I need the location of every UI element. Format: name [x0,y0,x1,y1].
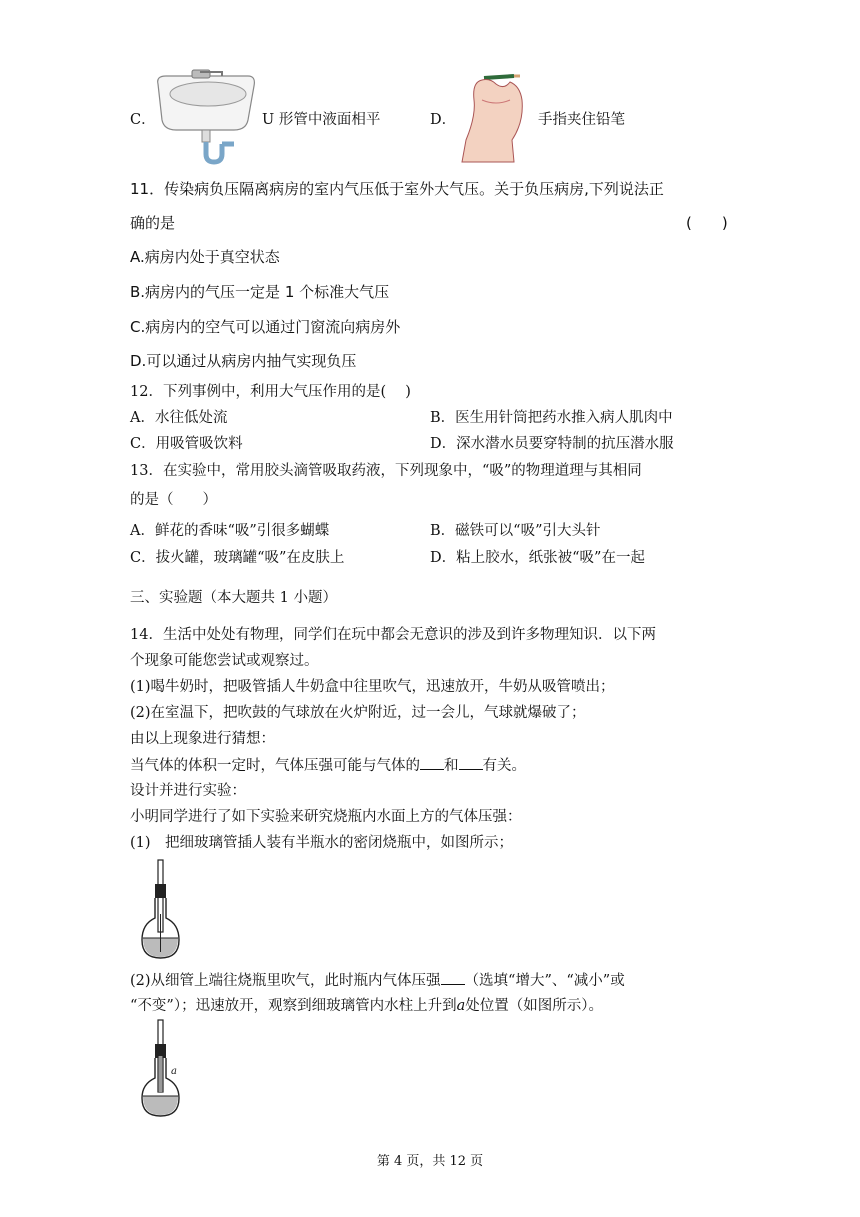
q14-line6-part2: 和 [444,758,459,774]
q11-option-c: C.病房内的空气可以通过门窗流向病房外 [130,318,401,336]
q14-line7: 设计并进行实验： [130,783,246,799]
section-title: 三、实验题（本大题共 1 小题） [130,590,337,606]
q14-line2: 个现象可能您尝试或观察过。 [130,653,319,669]
page-footer: 第 4 页，共 12 页 [376,1154,484,1169]
q13-option-d: D．粘上胶水，纸张被“吸”在一起 [430,550,645,566]
q11-answer-bracket: ( ) [686,214,728,232]
q11-option-a: A.病房内处于真空状态 [130,248,280,266]
q11-option-d: D.可以通过从病房内抽气实现负压 [130,352,357,370]
q14-line10-part1: (2)从细管上端往烧瓶里吹气，此时瓶内气体压强 [130,973,441,989]
answer-blank-1[interactable] [420,755,444,770]
q14-line4: (2)在室温下，把吹鼓的气球放在火炉附近，过一会儿，气球就爆破了； [130,705,586,721]
q14-line6 [130,755,526,776]
q12-option-c: C．用吸管吸饮料 [130,436,243,452]
option-d-letter: D． [430,112,457,128]
q11-option-b: B.病房内的气压一定是 1 个标准大气压 [130,283,390,301]
q13-option-b: B．磁铁可以“吸”引大头针 [430,523,601,539]
q13-stem-line1: 13．在实验中，常用胶头滴管吸取药液，下列现象中，“吸”的物理道理与其相同 [130,463,642,479]
q12-option-b: B．医生用针筒把药水推入病人肌肉中 [430,410,673,426]
q11-stem-line1: 11．传染病负压隔离病房的室内气压低于室外大气压。关于负压病房,下列说法正 [130,180,664,198]
q13-option-a: A．鲜花的香味“吸”引很多蝴蝶 [130,523,330,539]
option-d-text: 手指夹住铅笔 [538,112,625,128]
q13-stem-line2: 的是（ ） [130,492,217,508]
sink-u-tube-figure [152,68,258,168]
option-c-text: U 形管中液面相平 [262,112,381,128]
q12-option-a: A．水往低处流 [130,410,228,426]
q14-line3: (1)喝牛奶时，把吸管插人牛奶盒中往里吹气，迅速放开，牛奶从吸管喷出； [130,679,615,695]
q14-line6-part1: 当气体的体积一定时，气体压强可能与气体的 [130,758,420,774]
flask-figure-1 [138,856,188,962]
q14-line10-part2: （选填“增大”、“减小”或 [464,973,625,989]
answer-blank-3[interactable] [441,970,465,985]
q12-option-d: D．深水潜水员要穿特制的抗压潜水服 [430,436,674,452]
q14-line6-part3: 有关。 [482,758,526,774]
q14-line5: 由以上现象进行猜想： [130,731,275,747]
q14-line1: 14．生活中处处有物理，同学们在玩中都会无意识的涉及到许多物理知识．以下两 [130,627,656,643]
q11-stem-line2: 确的是 [130,214,176,232]
flask-figure-2 [138,1016,188,1120]
answer-blank-2[interactable] [459,755,483,770]
q14-line8: 小明同学进行了如下实验来研究烧瓶内水面上方的气体压强： [130,809,522,825]
q14-line11 [130,996,603,1016]
flask-a-marker: a [171,1066,177,1077]
q14-line11-part1: “不变”）；迅速放开，观察到细玻璃管内水柱上升到 [130,998,457,1014]
position-a-label: a [456,998,466,1014]
q14-line11-part2: 处位置（如图所示）。 [465,998,603,1014]
q14-line10 [130,970,625,991]
q13-option-c: C．拔火罐，玻璃罐“吸”在皮肤上 [130,550,345,566]
hand-pencil-figure [452,70,532,164]
q12-stem: 12．下列事例中，利用大气压作用的是( ) [130,384,411,400]
q14-line9: (1) 把细玻璃管插人装有半瓶水的密闭烧瓶中，如图所示； [130,835,514,851]
option-c-letter: C． [130,112,156,128]
